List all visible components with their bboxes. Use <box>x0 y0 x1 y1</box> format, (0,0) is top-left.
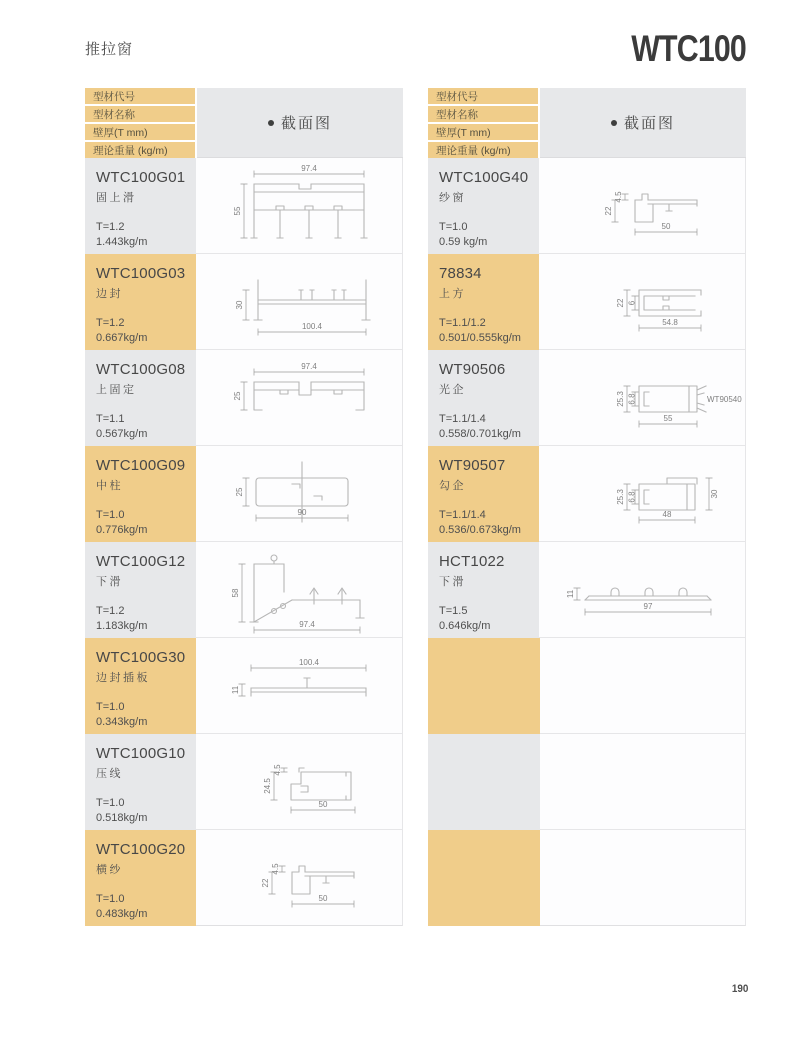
cross-section-drawing <box>196 254 402 349</box>
profile-name: 固上滑 <box>96 192 137 205</box>
profile-diagram <box>540 830 746 926</box>
profile-row <box>85 446 403 542</box>
profile-thickness: T=1.2 <box>96 221 125 234</box>
category-title: 推拉窗 <box>85 41 134 58</box>
profile-name: 纱窗 <box>439 192 466 205</box>
profile-name: 下滑 <box>96 576 123 589</box>
profile-code: WTC100G10 <box>96 745 186 762</box>
svg-text:22: 22 <box>604 206 613 216</box>
profile-thickness: T=1.0 <box>439 221 468 234</box>
svg-text:50: 50 <box>318 800 328 809</box>
svg-text:97.4: 97.4 <box>299 620 315 629</box>
svg-text:6.8: 6.8 <box>627 491 637 503</box>
svg-text:11: 11 <box>231 685 240 695</box>
table-header <box>85 88 403 158</box>
profile-row <box>85 542 403 638</box>
cross-section-drawing <box>196 446 402 541</box>
cross-section-drawing <box>196 638 402 733</box>
svg-text:100.4: 100.4 <box>298 658 320 667</box>
svg-text:24.5: 24.5 <box>263 778 272 794</box>
profile-diagram <box>540 638 746 734</box>
profile-row-empty <box>428 734 746 830</box>
svg-text:22: 22 <box>261 878 270 888</box>
profile-code: WTC100G09 <box>96 457 186 474</box>
svg-text:6: 6 <box>627 300 637 306</box>
profile-row <box>428 350 746 446</box>
profile-weight: 0.518kg/m <box>96 812 148 825</box>
svg-text:25.3: 25.3 <box>616 489 625 505</box>
profile-row <box>428 254 746 350</box>
svg-text:30: 30 <box>235 300 244 310</box>
profile-thickness: T=1.0 <box>96 509 125 522</box>
profile-code: WTC100G40 <box>439 169 529 186</box>
profile-code: WTC100G30 <box>96 649 186 666</box>
profile-thickness: T=1.0 <box>96 701 125 714</box>
profile-weight: 0.567kg/m <box>96 428 148 441</box>
profile-row-empty <box>428 638 746 734</box>
profile-code: WTC100G01 <box>96 169 186 186</box>
profile-diagram <box>196 638 403 734</box>
cross-section-drawing <box>539 446 745 541</box>
svg-text:25.3: 25.3 <box>616 391 625 407</box>
profile-code: WTC100G03 <box>96 265 186 282</box>
profile-diagram <box>196 542 403 638</box>
profile-row <box>85 734 403 830</box>
cross-section-drawing <box>196 158 402 253</box>
svg-text:11: 11 <box>566 589 575 599</box>
profile-weight: 0.343kg/m <box>96 716 148 729</box>
profile-row <box>428 446 746 542</box>
header-cell-thickness: 壁厚(T mm) <box>85 124 195 142</box>
profile-diagram <box>196 830 403 926</box>
profile-diagram <box>539 158 746 254</box>
cross-section-drawing <box>196 542 402 637</box>
header-cell-name: 型材名称 <box>85 106 195 124</box>
profile-thickness: T=1.2 <box>96 605 125 618</box>
profile-name: 下滑 <box>439 576 466 589</box>
profile-diagram <box>539 254 746 350</box>
header-section-cell <box>197 88 403 158</box>
profile-thickness: T=1.1/1.4 <box>439 509 486 522</box>
profile-name: 勾企 <box>439 480 466 493</box>
profile-code: WT90507 <box>439 457 506 474</box>
profile-name: 压线 <box>96 768 123 781</box>
profile-row <box>85 158 403 254</box>
svg-text:50: 50 <box>661 222 671 231</box>
profile-row <box>85 254 403 350</box>
profile-table-left <box>85 88 403 926</box>
profile-thickness: T=1.5 <box>439 605 468 618</box>
profile-weight: 0.667kg/m <box>96 332 148 345</box>
profile-code: HCT1022 <box>439 553 505 570</box>
svg-text:4.5: 4.5 <box>271 863 280 875</box>
cross-section-drawing <box>196 350 402 445</box>
header-cell-code: 型材代号 <box>85 88 195 106</box>
profile-weight: 1.183kg/m <box>96 620 148 633</box>
svg-text:48: 48 <box>662 510 672 519</box>
svg-text:97: 97 <box>643 602 653 611</box>
profile-row <box>428 158 746 254</box>
profile-weight: 0.536/0.673kg/m <box>439 524 521 537</box>
svg-text:100.4: 100.4 <box>301 322 323 331</box>
cross-section-drawing <box>539 158 745 253</box>
cross-section-drawing <box>539 542 745 637</box>
profile-thickness: T=1.0 <box>96 893 125 906</box>
profile-weight: 0.776kg/m <box>96 524 148 537</box>
cross-section-drawing <box>539 254 745 349</box>
profile-code: WTC100G08 <box>96 361 186 378</box>
header-section-cell <box>540 88 746 158</box>
profile-diagram <box>196 734 403 830</box>
svg-text:25: 25 <box>233 391 242 401</box>
svg-text:55: 55 <box>233 206 242 216</box>
profile-diagram <box>539 350 746 446</box>
profile-code: WT90506 <box>439 361 506 378</box>
profile-thickness: T=1.0 <box>96 797 125 810</box>
table-header <box>428 88 746 158</box>
profile-diagram <box>540 734 746 830</box>
svg-text:4.5: 4.5 <box>614 191 623 203</box>
profile-name: 上方 <box>439 288 466 301</box>
header-cell-weight: 理论重量 (kg/m) <box>85 142 195 158</box>
series-title: WTC100 <box>631 28 746 69</box>
svg-text:25: 25 <box>235 487 244 497</box>
svg-text:97.4: 97.4 <box>301 164 317 173</box>
bullet-icon <box>611 120 617 126</box>
header-label-column <box>85 88 197 158</box>
profile-diagram <box>539 542 746 638</box>
profile-code: WTC100G20 <box>96 841 186 858</box>
header-cell-code: 型材代号 <box>428 88 538 106</box>
section-label: 截面图 <box>623 115 675 132</box>
bullet-icon <box>268 120 274 126</box>
svg-text:WT90540: WT90540 <box>707 395 742 404</box>
profile-weight: 0.59 kg/m <box>439 236 488 249</box>
svg-text:55: 55 <box>663 414 673 423</box>
profile-row <box>85 638 403 734</box>
profile-diagram <box>539 446 746 542</box>
cross-section-drawing <box>196 734 402 829</box>
svg-text:50: 50 <box>318 894 328 903</box>
cross-section-drawing <box>196 830 402 925</box>
profile-row <box>85 830 403 926</box>
svg-text:97.4: 97.4 <box>301 362 317 371</box>
svg-text:6.8: 6.8 <box>627 393 637 405</box>
profile-table-right <box>428 88 746 926</box>
profile-diagram <box>196 158 403 254</box>
page-number: 190 <box>731 983 748 995</box>
header-label-column <box>428 88 540 158</box>
profile-thickness: T=1.2 <box>96 317 125 330</box>
profile-weight: 0.483kg/m <box>96 908 148 921</box>
profile-diagram <box>196 446 403 542</box>
svg-text:22: 22 <box>616 298 625 308</box>
profile-weight: 0.646kg/m <box>439 620 491 633</box>
profile-name: 横纱 <box>96 864 123 877</box>
profile-name: 上固定 <box>96 384 137 397</box>
cross-section-drawing <box>539 350 745 445</box>
profile-weight: 1.443kg/m <box>96 236 148 249</box>
profile-diagram <box>196 350 403 446</box>
profile-thickness: T=1.1 <box>96 413 125 426</box>
svg-text:30: 30 <box>710 489 719 499</box>
profile-name: 边封 <box>96 288 123 301</box>
header-cell-weight: 理论重量 (kg/m) <box>428 142 538 158</box>
section-label: 截面图 <box>280 115 332 132</box>
profile-name: 边封插板 <box>96 672 150 685</box>
profile-weight: 0.501/0.555kg/m <box>439 332 521 345</box>
svg-text:4.5: 4.5 <box>273 764 282 776</box>
profile-code: WTC100G12 <box>96 553 186 570</box>
profile-row-empty <box>428 830 746 926</box>
svg-text:58: 58 <box>231 588 240 598</box>
profile-code: 78834 <box>439 265 482 282</box>
header-cell-name: 型材名称 <box>428 106 538 124</box>
profile-thickness: T=1.1/1.2 <box>439 317 486 330</box>
profile-diagram <box>196 254 403 350</box>
profile-weight: 0.558/0.701kg/m <box>439 428 521 441</box>
profile-row <box>428 542 746 638</box>
header-cell-thickness: 壁厚(T mm) <box>428 124 538 142</box>
profile-name: 中柱 <box>96 480 123 493</box>
svg-text:90: 90 <box>297 508 307 517</box>
profile-name: 光企 <box>439 384 466 397</box>
svg-text:54.8: 54.8 <box>662 318 678 327</box>
profile-thickness: T=1.1/1.4 <box>439 413 486 426</box>
profile-row <box>85 350 403 446</box>
